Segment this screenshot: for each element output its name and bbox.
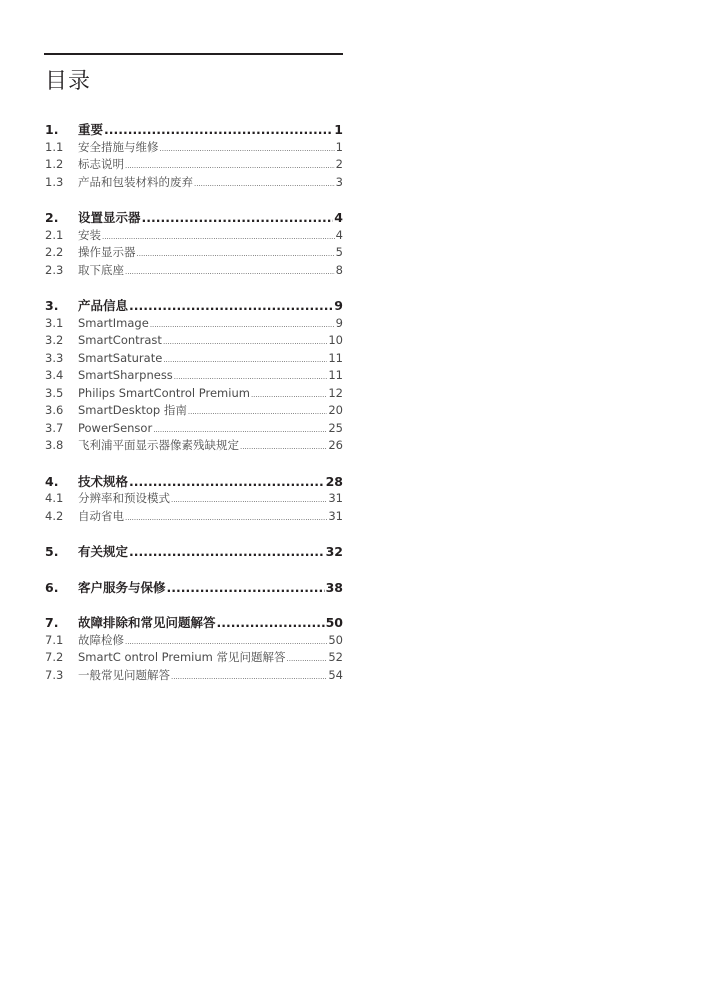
- dot-leader: [129, 473, 325, 491]
- page-title: 目录: [45, 69, 92, 94]
- toc-entry-label: 有关规定: [78, 544, 129, 559]
- toc-entry-page: 54: [328, 667, 343, 682]
- toc-entry-page: 52: [328, 650, 343, 664]
- toc-entry-label: 安全措施与维修: [78, 139, 159, 154]
- toc-entry-number: 1.1: [45, 139, 64, 154]
- dot-leader: [125, 264, 335, 282]
- dot-leader: [102, 229, 335, 247]
- toc-entry-page: 9: [335, 315, 343, 330]
- toc-entry-label: 自动省电: [78, 508, 124, 523]
- toc-subsection-entry[interactable]: [45, 315, 343, 333]
- toc-entry-page: 25: [328, 420, 343, 435]
- section-gap: [45, 525, 343, 543]
- dot-leader: [125, 510, 327, 528]
- toc-subsection-entry[interactable]: [45, 437, 343, 455]
- toc-chapter-entry[interactable]: [45, 543, 343, 561]
- toc-entry-number: 7.1: [45, 632, 64, 647]
- toc-entry-page: 8: [335, 262, 343, 277]
- section-gap: [45, 279, 343, 297]
- toc-entry-page: 12: [328, 385, 343, 400]
- toc-entry-number: 2.: [45, 210, 59, 225]
- toc-entry-label: 标志说明: [78, 157, 124, 171]
- toc-subsection-entry[interactable]: [45, 490, 343, 508]
- toc-entry-label: 产品和包装材料的废弃: [78, 174, 193, 189]
- toc-entry-page: 11: [328, 350, 343, 365]
- toc-entry-page: 32: [325, 544, 343, 559]
- toc-entry-number: 6.: [45, 579, 59, 595]
- toc-entry-label: 设置显示器: [78, 210, 141, 225]
- dot-leader: [188, 404, 327, 422]
- dot-leader: [142, 209, 334, 227]
- toc-chapter-entry[interactable]: [45, 614, 343, 632]
- dot-leader: [137, 246, 335, 264]
- toc-entry-page: 10: [328, 333, 343, 347]
- toc-entry-label: 重要: [78, 122, 104, 137]
- toc-entry-number: 3.5: [45, 385, 64, 400]
- toc-chapter-entry[interactable]: [45, 473, 343, 491]
- toc-entry-page: 31: [328, 491, 343, 505]
- toc-entry-page: 20: [328, 403, 343, 417]
- dot-leader: [163, 352, 327, 370]
- dot-leader: [167, 579, 325, 597]
- toc-entry-number: 3.: [45, 298, 59, 313]
- toc-entry-number: 4.2: [45, 508, 64, 523]
- toc-entry-page: 31: [328, 508, 343, 523]
- toc-subsection-entry[interactable]: [45, 156, 343, 174]
- section-gap: [45, 596, 343, 614]
- toc-entry-number: 2.3: [45, 262, 64, 277]
- toc-subsection-entry[interactable]: [45, 420, 343, 438]
- toc-entry-label: Philips SmartControl Premium: [78, 385, 250, 400]
- toc-entry-page: 1: [334, 122, 343, 137]
- toc-entry-number: 3.1: [45, 315, 64, 330]
- toc-subsection-entry[interactable]: [45, 244, 343, 262]
- section-gap: [45, 455, 343, 473]
- toc-entry-number: 5.: [45, 544, 59, 559]
- toc-subsection-entry[interactable]: [45, 508, 343, 526]
- toc-entry-number: 7.3: [45, 667, 64, 682]
- toc-entry-number: 3.7: [45, 420, 64, 435]
- toc-chapter-entry[interactable]: [45, 579, 343, 597]
- toc-subsection-entry[interactable]: [45, 174, 343, 192]
- toc-entry-label: 故障检修: [78, 632, 124, 647]
- table-of-contents: [45, 121, 343, 684]
- toc-subsection-entry[interactable]: [45, 385, 343, 403]
- toc-entry-number: 1.3: [45, 174, 64, 189]
- section-gap: [45, 191, 343, 209]
- toc-entry-number: 2.1: [45, 227, 64, 242]
- toc-entry-label: 安装: [78, 227, 101, 242]
- toc-entry-label: 操作显示器: [78, 245, 136, 259]
- toc-entry-label: PowerSensor: [78, 420, 153, 435]
- toc-entry-page: 26: [328, 438, 343, 452]
- toc-entry-number: 3.3: [45, 350, 64, 365]
- dot-leader: [251, 387, 327, 405]
- toc-entry-label: SmartSaturate: [78, 350, 163, 365]
- dot-leader: [129, 543, 325, 561]
- toc-entry-page: 5: [335, 245, 343, 259]
- toc-entry-page: 50: [328, 632, 343, 647]
- toc-entry-number: 1.2: [45, 157, 64, 171]
- toc-entry-page: 1: [335, 139, 343, 154]
- toc-entry-page: 38: [325, 579, 343, 595]
- dot-leader: [171, 492, 327, 510]
- toc-entry-number: 3.8: [45, 438, 64, 452]
- toc-entry-label: 飞利浦平面显示器像素残缺规定: [78, 438, 239, 452]
- toc-entry-label: SmartSharpness: [78, 368, 173, 382]
- toc-subsection-entry[interactable]: [45, 367, 343, 385]
- toc-entry-number: 3.6: [45, 403, 64, 417]
- toc-entry-number: 7.: [45, 615, 59, 630]
- dot-leader: [217, 614, 325, 632]
- toc-entry-label: SmartDesktop 指南: [78, 403, 187, 417]
- toc-entry-label: 故障排除和常见问题解答: [78, 615, 216, 630]
- toc-entry-page: 11: [328, 368, 343, 382]
- toc-entry-label: 一般常见问题解答: [78, 667, 170, 682]
- dot-leader: [240, 439, 327, 457]
- toc-entry-page: 2: [335, 157, 343, 171]
- toc-subsection-entry[interactable]: [45, 332, 343, 350]
- toc-entry-number: 4.1: [45, 491, 64, 505]
- toc-entry-label: 取下底座: [78, 262, 124, 277]
- header-rule: [44, 53, 343, 55]
- toc-entry-label: SmartImage: [78, 315, 149, 330]
- toc-entry-page: 3: [335, 174, 343, 189]
- toc-entry-label: 客户服务与保修: [78, 579, 166, 595]
- toc-subsection-entry[interactable]: [45, 139, 343, 157]
- toc-entry-page: 9: [334, 298, 343, 313]
- toc-subsection-entry[interactable]: [45, 227, 343, 245]
- toc-entry-number: 7.2: [45, 650, 64, 664]
- dot-leader: [160, 141, 335, 159]
- dot-leader: [194, 176, 335, 194]
- toc-entry-number: 1.: [45, 122, 59, 137]
- toc-entry-label: SmartC ontrol Premium 常见问题解答: [78, 650, 286, 664]
- dot-leader: [129, 297, 333, 315]
- toc-subsection-entry[interactable]: [45, 649, 343, 667]
- dot-leader: [104, 121, 333, 139]
- dot-leader: [287, 651, 328, 669]
- toc-entry-number: 4.: [45, 473, 59, 489]
- dot-leader: [150, 317, 335, 335]
- toc-subsection-entry[interactable]: [45, 402, 343, 420]
- toc-entry-label: 产品信息: [78, 298, 129, 313]
- dot-leader: [163, 334, 327, 352]
- toc-chapter-entry[interactable]: [45, 209, 343, 227]
- dot-leader: [171, 669, 327, 687]
- toc-subsection-entry[interactable]: [45, 262, 343, 280]
- toc-entry-page: 50: [325, 615, 343, 630]
- toc-entry-number: 2.2: [45, 245, 64, 259]
- section-gap: [45, 561, 343, 579]
- toc-chapter-entry[interactable]: [45, 297, 343, 315]
- toc-entry-page: 28: [325, 473, 343, 489]
- toc-entry-label: 技术规格: [78, 473, 129, 489]
- toc-entry-label: SmartContrast: [78, 333, 162, 347]
- toc-entry-label: 分辨率和预设模式: [78, 491, 170, 505]
- toc-chapter-entry[interactable]: [45, 121, 343, 139]
- toc-subsection-entry[interactable]: [45, 632, 343, 650]
- toc-subsection-entry[interactable]: [45, 350, 343, 368]
- toc-entry-number: 3.4: [45, 368, 64, 382]
- toc-subsection-entry[interactable]: [45, 667, 343, 685]
- toc-entry-page: 4: [334, 210, 343, 225]
- toc-entry-number: 3.2: [45, 333, 64, 347]
- toc-entry-page: 4: [335, 227, 343, 242]
